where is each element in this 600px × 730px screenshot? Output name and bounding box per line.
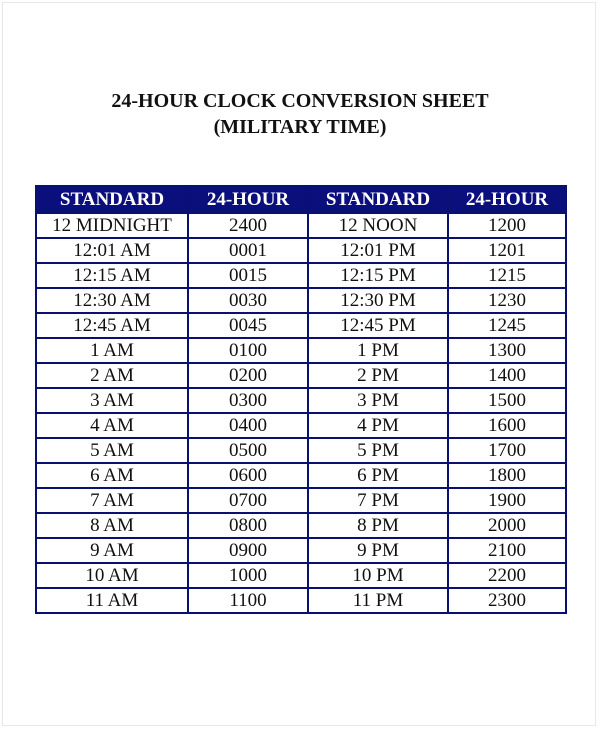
cell-24hour-am: 0600 — [188, 463, 308, 488]
cell-standard-pm: 10 PM — [308, 563, 448, 588]
cell-24hour-am: 0400 — [188, 413, 308, 438]
cell-24hour-pm: 1600 — [448, 413, 566, 438]
cell-24hour-pm: 2000 — [448, 513, 566, 538]
table-row — [36, 513, 566, 538]
cell-standard-am: 4 AM — [36, 413, 188, 438]
cell-standard-pm: 12:30 PM — [308, 288, 448, 313]
cell-standard-pm: 4 PM — [308, 413, 448, 438]
cell-standard-am: 7 AM — [36, 488, 188, 513]
table-row — [36, 438, 566, 463]
table-row — [36, 213, 566, 238]
cell-standard-am: 6 AM — [36, 463, 188, 488]
cell-24hour-pm: 2200 — [448, 563, 566, 588]
cell-24hour-am: 0001 — [188, 238, 308, 263]
table-row — [36, 313, 566, 338]
cell-24hour-am: 0015 — [188, 263, 308, 288]
cell-standard-pm: 11 PM — [308, 588, 448, 613]
table-row — [36, 413, 566, 438]
cell-standard-pm: 12 NOON — [308, 213, 448, 238]
cell-24hour-pm: 2300 — [448, 588, 566, 613]
table-row — [36, 238, 566, 263]
cell-24hour-pm: 1400 — [448, 363, 566, 388]
cell-24hour-pm: 2100 — [448, 538, 566, 563]
cell-24hour-am: 0900 — [188, 538, 308, 563]
table-row — [36, 463, 566, 488]
cell-24hour-am: 0800 — [188, 513, 308, 538]
cell-standard-pm: 12:45 PM — [308, 313, 448, 338]
header-24hour-am: 24-HOUR — [188, 186, 308, 213]
cell-standard-pm: 12:01 PM — [308, 238, 448, 263]
cell-24hour-am: 0300 — [188, 388, 308, 413]
cell-standard-am: 12:30 AM — [36, 288, 188, 313]
cell-standard-pm: 12:15 PM — [308, 263, 448, 288]
cell-24hour-am: 1000 — [188, 563, 308, 588]
cell-standard-am: 12:01 AM — [36, 238, 188, 263]
cell-24hour-pm: 1201 — [448, 238, 566, 263]
cell-24hour-am: 0700 — [188, 488, 308, 513]
table-body — [36, 213, 566, 613]
cell-24hour-pm: 1300 — [448, 338, 566, 363]
document-subtitle: (MILITARY TIME) — [213, 116, 387, 138]
cell-standard-pm: 1 PM — [308, 338, 448, 363]
cell-standard-am: 2 AM — [36, 363, 188, 388]
cell-standard-am: 11 AM — [36, 588, 188, 613]
cell-standard-am: 9 AM — [36, 538, 188, 563]
table-row — [36, 338, 566, 363]
cell-standard-am: 12:15 AM — [36, 263, 188, 288]
cell-standard-pm: 6 PM — [308, 463, 448, 488]
table-row — [36, 488, 566, 513]
cell-standard-am: 5 AM — [36, 438, 188, 463]
document-title: 24-HOUR CLOCK CONVERSION SHEET — [111, 90, 489, 112]
header-standard-pm: STANDARD — [308, 186, 448, 213]
cell-24hour-pm: 1230 — [448, 288, 566, 313]
cell-24hour-am: 0030 — [188, 288, 308, 313]
cell-standard-am: 12:45 AM — [36, 313, 188, 338]
cell-24hour-am: 1100 — [188, 588, 308, 613]
cell-standard-am: 1 AM — [36, 338, 188, 363]
header-24hour-pm: 24-HOUR — [448, 186, 566, 213]
header-standard-am: STANDARD — [36, 186, 188, 213]
cell-24hour-am: 0100 — [188, 338, 308, 363]
cell-24hour-pm: 1500 — [448, 388, 566, 413]
cell-standard-pm: 7 PM — [308, 488, 448, 513]
cell-standard-am: 8 AM — [36, 513, 188, 538]
table-row — [36, 563, 566, 588]
conversion-table — [35, 185, 567, 614]
cell-24hour-pm: 1215 — [448, 263, 566, 288]
table-row — [36, 388, 566, 413]
cell-24hour-pm: 1800 — [448, 463, 566, 488]
table-row — [36, 538, 566, 563]
cell-standard-pm: 9 PM — [308, 538, 448, 563]
cell-standard-pm: 8 PM — [308, 513, 448, 538]
cell-24hour-pm: 1245 — [448, 313, 566, 338]
table-row — [36, 588, 566, 613]
cell-24hour-pm: 1200 — [448, 213, 566, 238]
table-row — [36, 288, 566, 313]
cell-24hour-am: 0500 — [188, 438, 308, 463]
cell-24hour-am: 2400 — [188, 213, 308, 238]
table-row — [36, 263, 566, 288]
cell-standard-pm: 5 PM — [308, 438, 448, 463]
table-row — [36, 363, 566, 388]
cell-24hour-am: 0045 — [188, 313, 308, 338]
cell-24hour-pm: 1900 — [448, 488, 566, 513]
cell-standard-am: 3 AM — [36, 388, 188, 413]
cell-standard-am: 12 MIDNIGHT — [36, 213, 188, 238]
cell-standard-pm: 2 PM — [308, 363, 448, 388]
table-header-row — [36, 186, 566, 213]
cell-standard-am: 10 AM — [36, 563, 188, 588]
cell-24hour-pm: 1700 — [448, 438, 566, 463]
cell-24hour-am: 0200 — [188, 363, 308, 388]
cell-standard-pm: 3 PM — [308, 388, 448, 413]
